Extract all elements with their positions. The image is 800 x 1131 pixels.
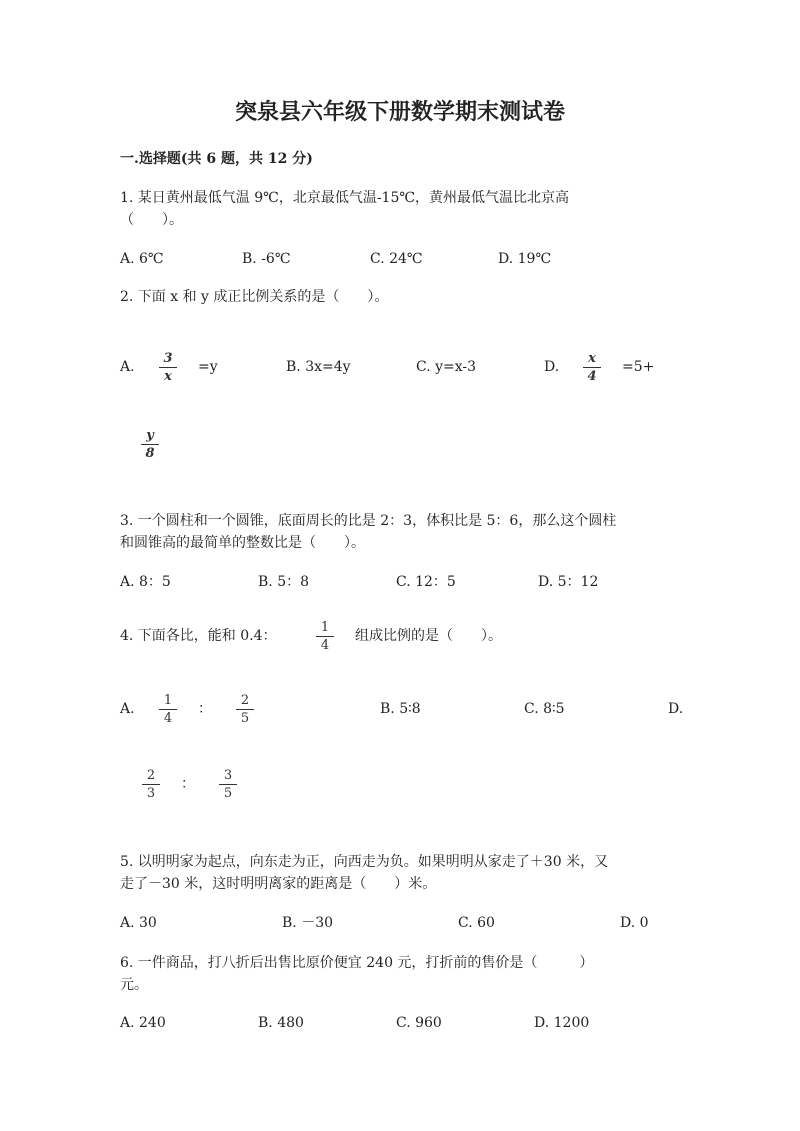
fraction-denominator: 5 [223,786,233,801]
question-6-line-2: 元。 [120,977,148,993]
fraction-bar [141,444,159,445]
question-6-option-d: D. 1200 [534,1015,590,1031]
fraction-bar [236,709,254,710]
question-3-line-1: 3. 一个圆柱和一个圆锥，底面周长的比是 2：3，体积比是 5：6，那么这个圆柱 [120,513,617,529]
question-5-option-a: A. 30 [120,915,157,931]
fraction-denominator: x [164,369,172,384]
question-4-option-a-colon: ： [198,701,212,717]
question-3-option-d: D. 5：12 [538,574,599,590]
question-1-option-b: B. -6℃ [242,251,291,267]
question-2-option-d-fraction-2 [139,428,161,461]
fraction-denominator: 8 [145,446,155,461]
fraction-numerator: 3 [163,351,173,366]
fraction-numerator: 3 [223,768,233,783]
question-2-option-a-fraction [157,351,179,384]
question-4-option-d-label: D. [668,701,684,717]
fraction-numerator: 2 [240,693,250,708]
question-1-line-2: （ ）。 [120,212,183,228]
fraction-numerator: 2 [146,768,156,783]
question-5-line-1: 5. 以明明家为起点，向东走为正，向西走为负。如果明明从家走了＋30 米，又 [120,854,609,870]
question-4-option-a-label: A. [120,701,135,717]
fraction-denominator: 5 [240,711,250,726]
question-3-option-a: A. 8：5 [120,574,171,590]
question-3-option-b: B. 5：8 [258,574,310,590]
fraction-denominator: 4 [320,638,330,653]
fraction-bar [142,784,160,785]
question-6-option-a: A. 240 [120,1015,166,1031]
fraction-denominator: 4 [587,369,597,384]
question-1-line-1: 1. 某日黄州最低气温 9℃，北京最低气温-15℃，黄州最低气温比北京高 [120,190,570,206]
question-2-option-d-label: D. [544,359,560,375]
question-5-line-2: 走了－30 米，这时明明离家的距离是（ ）米。 [120,876,437,892]
fraction-bar [583,367,601,368]
question-5-option-d: D. 0 [620,915,649,931]
fraction-denominator: 3 [146,786,156,801]
question-4-option-d-fraction-1 [140,768,162,801]
question-6-line-1: 6. 一件商品，打八折后出售比原价便宜 240 元，打折前的售价是（ ） [120,955,594,971]
fraction-denominator: 4 [163,711,173,726]
fraction-numerator: x [588,351,596,366]
question-1-option-d: D. 19℃ [498,251,552,267]
question-5-option-b: B. －30 [282,915,334,931]
question-4-option-d-colon: ： [181,776,195,792]
question-1-option-a: A. 6℃ [120,251,164,267]
question-3-option-c: C. 12：5 [396,574,456,590]
section-heading: 一.选择题(共 6 题，共 12 分) [120,151,313,167]
question-2-option-d-tail: =5+ [622,359,655,375]
question-6-option-b: B. 480 [258,1015,304,1031]
question-3-line-2: 和圆锥高的最简单的整数比是（ ）。 [120,535,365,551]
fraction-numerator: 1 [320,620,330,635]
question-2-option-d-fraction [581,351,603,384]
question-6-option-c: C. 960 [396,1015,442,1031]
fraction-numerator: 1 [163,693,173,708]
question-2-option-a-tail: =y [198,359,218,375]
question-2-option-b: B. 3x=4y [286,359,351,375]
fraction-bar [219,784,237,785]
fraction-bar [159,367,177,368]
question-4-option-b: B. 5∶8 [380,701,421,717]
question-4-option-c: C. 8∶5 [524,701,565,717]
question-5-option-c: C. 60 [458,915,495,931]
question-4-option-a-fraction-2 [234,693,256,726]
question-4-option-a-fraction-1 [157,693,179,726]
question-4-lead-fraction [314,620,336,653]
fraction-bar [159,709,177,710]
question-2-text: 2. 下面 x 和 y 成正比例关系的是（ ）。 [120,289,389,305]
question-4-lead: 4. 下面各比，能和 0.4： [120,628,277,644]
fraction-bar [316,636,334,637]
question-4-option-d-fraction-2 [217,768,239,801]
question-2-option-a-label: A. [120,359,135,375]
page-title: 突泉县六年级下册数学期末测试卷 [234,99,565,125]
question-2-option-c: C. y=x-3 [416,359,477,375]
question-4-tail: 组成比例的是（ ）。 [355,628,502,644]
fraction-numerator: y [146,428,154,443]
question-1-option-c: C. 24℃ [370,251,423,267]
